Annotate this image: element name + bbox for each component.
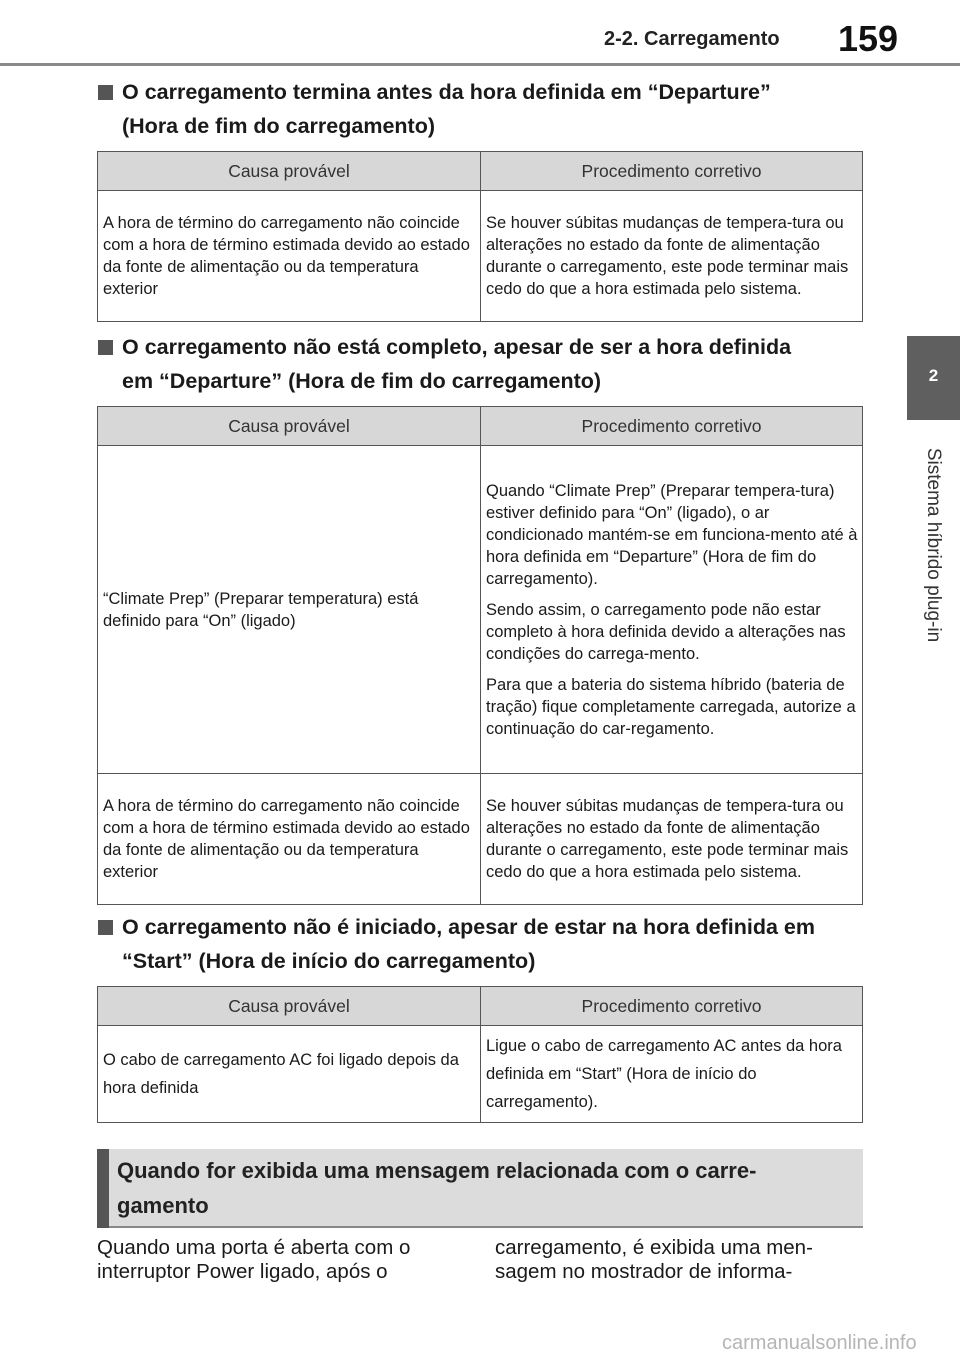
square-bullet-icon (98, 920, 113, 935)
cause-cell (98, 774, 481, 905)
heading-line: “Start” (Hora de início do carregamento) (122, 949, 536, 973)
column-header-procedure: Procedimento corretivo (481, 407, 863, 446)
body-text-right (495, 1236, 865, 1284)
square-bullet-icon (98, 85, 113, 100)
column-header-cause: Causa provável (98, 987, 481, 1026)
cell-text: Quando “Climate Prep” (Preparar tempera-tura) estiver definido para “On” (ligado), o ar condicionado mantém-se em funciona-mento até à hora definida em “Departure” (Hora de fim do carregamento). (486, 481, 858, 588)
procedure-cell (481, 446, 863, 774)
cell-text: Ligue o cabo de carregamento AC antes da hora definida em “Start” (Hora de início do carregamento). (486, 1037, 842, 1111)
cell-text: Se houver súbitas mudanças de tempera-tura ou alterações no estado da fonte de alimentação durante o carregamento, este pode terminar mais cedo do que a hora estimada pelo sistema. (486, 797, 849, 881)
page-header (0, 0, 960, 70)
table-1 (97, 151, 863, 322)
cell-text: A hora de término do carregamento não coincide com a hora de término estimada devido ao estado da fonte de alimentação ou da temperatura exterior (103, 214, 470, 298)
table-2 (97, 406, 863, 905)
watermark: carmanualsonline.info (722, 1332, 917, 1354)
heading-line: (Hora de fim do carregamento) (122, 114, 435, 138)
section-label: 2-2. Carregamento (604, 28, 780, 50)
table-header-row (98, 152, 863, 191)
cause-cell (98, 191, 481, 322)
square-bullet-icon (98, 340, 113, 355)
section-heading-3 (98, 910, 858, 978)
heading-line: em “Departure” (Hora de fim do carregamento) (122, 369, 602, 393)
cell-text: Sendo assim, o carregamento pode não estar completo à hora definida devido a alterações nas condições do carrega-mento. (486, 600, 846, 663)
body-line: interruptor Power ligado, após o (97, 1260, 388, 1283)
cause-cell (98, 446, 481, 774)
banner-title (117, 1153, 857, 1223)
procedure-cell (481, 1026, 863, 1123)
chapter-number: 2 (928, 366, 939, 385)
body-line: carregamento, é exibida uma men- (495, 1236, 813, 1259)
cell-text: A hora de término do carregamento não coincide com a hora de término estimada devido ao estado da fonte de alimentação ou da temperatura exterior (103, 797, 470, 881)
section-heading-2 (98, 330, 858, 398)
column-header-procedure: Procedimento corretivo (481, 152, 863, 191)
page-number: 159 (838, 18, 899, 59)
cell-text: O cabo de carregamento AC foi ligado depois da hora definida (103, 1051, 459, 1097)
procedure-cell (481, 774, 863, 905)
table-row (98, 774, 863, 905)
cell-text: “Climate Prep” (Preparar temperatura) está definido para “On” (ligado) (103, 589, 419, 630)
procedure-cell (481, 191, 863, 322)
section-heading-1 (98, 75, 858, 143)
body-line: Quando uma porta é aberta com o (97, 1236, 411, 1259)
cell-text: Para que a bateria do sistema híbrido (bateria de tração) fique completamente carregada, autorize a continuação do car-regamento. (486, 675, 856, 738)
column-header-cause: Causa provável (98, 407, 481, 446)
table-row (98, 1026, 863, 1123)
body-line: sagem no mostrador de informa- (495, 1260, 793, 1283)
column-header-procedure: Procedimento corretivo (481, 987, 863, 1026)
table-header-row (98, 987, 863, 1026)
heading-line: O carregamento não é iniciado, apesar de estar na hora definida em (122, 915, 816, 939)
heading-line: O carregamento termina antes da hora definida em “Departure” (122, 80, 771, 104)
cause-cell (98, 1026, 481, 1123)
cell-text: Se houver súbitas mudanças de tempera-tura ou alterações no estado da fonte de alimentação durante o carregamento, este pode terminar mais cedo do que a hora estimada pelo sistema. (486, 214, 849, 298)
banner-accent-bar (97, 1149, 109, 1228)
section-banner (97, 1149, 863, 1228)
chapter-title: Sistema híbrido plug-in (923, 447, 944, 643)
heading-line: O carregamento não está completo, apesar de ser a hora definida (122, 335, 792, 359)
chapter-tab (907, 336, 960, 420)
banner-title-line: gamento (117, 1193, 209, 1218)
table-3 (97, 986, 863, 1123)
column-header-cause: Causa provável (98, 152, 481, 191)
banner-title-line: Quando for exibida uma mensagem relacionada com o carre- (117, 1158, 757, 1183)
table-row (98, 446, 863, 774)
table-header-row (98, 407, 863, 446)
body-text-left (97, 1236, 467, 1284)
header-divider (0, 63, 960, 66)
table-row (98, 191, 863, 322)
